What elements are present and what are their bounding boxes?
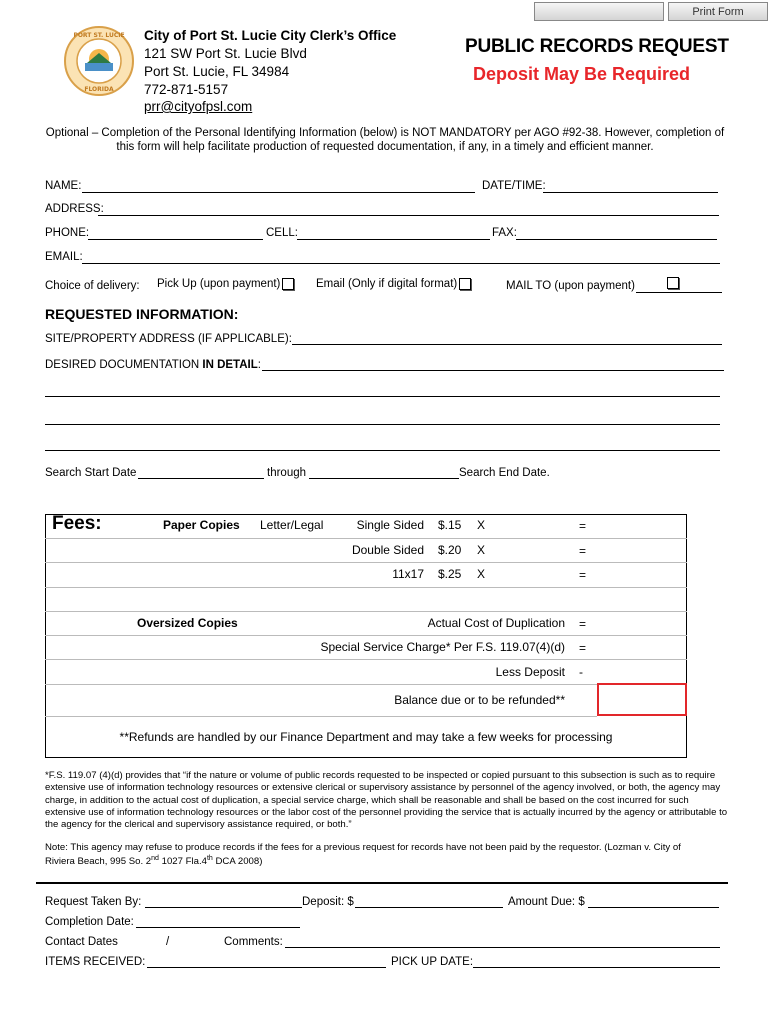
fee-row-divider xyxy=(45,611,687,612)
completion-date-label: Completion Date: xyxy=(45,916,134,928)
comments-label: Comments: xyxy=(224,936,283,948)
note-citation-1: Riviera Beach, 995 So. 2 xyxy=(45,856,152,868)
taken-by-label: Request Taken By: xyxy=(45,896,142,908)
fee-row-divider xyxy=(45,635,687,636)
desired-doc-field-2[interactable] xyxy=(45,396,720,397)
name-field[interactable] xyxy=(82,192,475,193)
fee-row-divider xyxy=(45,716,597,717)
delivery-label: Choice of delivery: xyxy=(45,280,140,292)
email-checkbox[interactable] xyxy=(459,278,471,290)
actual-cost-equals: = xyxy=(579,617,587,631)
delivery-email-option xyxy=(316,278,471,290)
phone-label: PHONE: xyxy=(45,227,90,239)
note-sup-1: nd xyxy=(151,855,159,862)
items-received-field[interactable] xyxy=(147,967,386,968)
pickup-checkbox[interactable] xyxy=(282,278,294,290)
address-field[interactable] xyxy=(98,215,719,216)
desired-doc-colon: : xyxy=(257,359,261,371)
notice-line-1: Optional – Completion of the Personal Identifying Information (below) is NOT MANDATORY per AGO #92-38. However, completion of xyxy=(45,127,725,139)
fees-heading: Fees: xyxy=(52,513,102,534)
cell-label: CELL: xyxy=(266,227,298,239)
office-use-divider xyxy=(36,882,728,884)
contact-dates-label: Contact Dates xyxy=(45,936,118,948)
special-charge-equals: = xyxy=(579,641,587,655)
notice-line-2: this form will help facilitate production of requested documentation, if any, in a timely and efficient manner. xyxy=(116,141,654,153)
fee-row-multiply: X xyxy=(477,543,486,557)
fee-row-divider xyxy=(45,587,687,588)
toolbar-blank-button[interactable] xyxy=(534,2,664,21)
fee-row-equals: = xyxy=(579,544,587,558)
office-address-1: 121 SW Port St. Lucie Blvd xyxy=(144,46,307,61)
requested-heading: REQUESTED INFORMATION: xyxy=(45,306,239,322)
pickup-date-label: PICK UP DATE: xyxy=(391,956,474,968)
fee-row-multiply: X xyxy=(477,518,486,532)
svg-text:FLORIDA: FLORIDA xyxy=(84,86,114,93)
desired-doc-field-3[interactable] xyxy=(45,424,720,425)
oversized-label: Oversized Copies xyxy=(137,616,238,630)
fee-row-label: Single Sided xyxy=(356,518,424,532)
search-end-label: Search End Date. xyxy=(459,467,550,479)
comments-field[interactable] xyxy=(285,947,720,948)
office-address-2: Port St. Lucie, FL 34984 xyxy=(144,64,290,79)
actual-cost-label: Actual Cost of Duplication xyxy=(427,616,565,630)
balance-amount-field[interactable] xyxy=(597,683,687,716)
note-line-1: Note: This agency may refuse to produce records if the fees for a previous request for records have not been paid by the requestor. (Lozman v. City of xyxy=(45,842,681,853)
note-citation-3: DCA 2008) xyxy=(212,856,263,868)
mail-checkbox[interactable] xyxy=(667,277,679,289)
fee-row-label: Double Sided xyxy=(351,543,424,557)
letter-legal-label: Letter/Legal xyxy=(260,518,324,532)
search-start-field[interactable] xyxy=(138,478,264,479)
fee-row-multiply: X xyxy=(477,567,486,581)
deposit-label: Deposit: $ xyxy=(302,896,354,908)
items-received-label: ITEMS RECEIVED: xyxy=(45,956,146,968)
note-sup-2: th xyxy=(206,855,213,862)
note-citation-2: 1027 Fla.4 xyxy=(158,856,207,868)
fax-field[interactable] xyxy=(516,239,717,240)
office-name: City of Port St. Lucie City Clerk’s Office xyxy=(144,28,397,43)
delivery-pickup-option xyxy=(157,278,294,290)
completion-date-field[interactable] xyxy=(136,927,300,928)
fee-row-divider xyxy=(45,659,687,660)
special-charge-label: Special Service Charge* Per F.S. 119.07(4)(d) xyxy=(320,640,565,654)
desired-doc-bold: IN DETAIL xyxy=(202,359,258,371)
search-end-field[interactable] xyxy=(309,478,459,479)
phone-field[interactable] xyxy=(88,239,263,240)
contact-dates-slash: / xyxy=(166,936,170,948)
fee-row-divider xyxy=(45,684,687,685)
email-option-label: Email (Only if digital format) xyxy=(316,278,458,291)
site-address-field[interactable] xyxy=(292,344,722,345)
site-address-label: SITE/PROPERTY ADDRESS (IF APPLICABLE): xyxy=(45,333,292,345)
mail-field[interactable] xyxy=(636,292,722,293)
search-start-label: Search Start Date xyxy=(45,467,137,479)
fee-row-equals: = xyxy=(579,519,587,533)
city-seal-logo xyxy=(63,25,135,97)
note-line-2 xyxy=(45,855,262,867)
deposit-field[interactable] xyxy=(355,907,503,908)
amount-due-label: Amount Due: $ xyxy=(508,896,585,908)
svg-text:PORT ST. LUCIE: PORT ST. LUCIE xyxy=(73,32,125,39)
fee-row-equals: = xyxy=(579,568,587,582)
refund-note: **Refunds are handled by our Finance Department and may take a few weeks for processing xyxy=(119,730,613,744)
fee-row-divider xyxy=(45,538,687,539)
office-email-link[interactable]: prr@cityofpsl.com xyxy=(144,99,253,114)
fee-row-price: $.25 xyxy=(438,567,462,581)
fee-row-price: $.15 xyxy=(438,518,462,532)
fee-row-price: $.20 xyxy=(438,543,462,557)
pickup-label: Pick Up (upon payment) xyxy=(157,278,281,291)
datetime-field[interactable] xyxy=(543,192,718,193)
cell-field[interactable] xyxy=(297,239,490,240)
amount-due-field[interactable] xyxy=(588,907,719,908)
address-label: ADDRESS: xyxy=(45,203,104,215)
statute-paragraph: *F.S. 119.07 (4)(d) provides that “if the nature or volume of public records requested to be inspected or copied pursuant to this subsection is such as to require extensive use of information technology resources or extensive clerical or supervisory assistance by personnel of the agency involved, or both, the agency may charge, in addition to the actual cost of duplication, a special service charge, which shall be reasonable and shall be based on the cost incurred for such extensive use of information technology resources or the labor cost of the personnel providing the service that is actually incurred by the agency or attributable to the agency for the clerical and supervisory assistance required, or both.” xyxy=(45,770,728,831)
office-phone: 772-871-5157 xyxy=(144,82,229,97)
desired-doc-label xyxy=(45,359,261,371)
print-form-button[interactable]: Print Form xyxy=(668,2,768,21)
email-label: EMAIL: xyxy=(45,251,83,263)
pickup-date-field[interactable] xyxy=(473,967,720,968)
email-field[interactable] xyxy=(82,263,720,264)
through-label: through xyxy=(267,467,307,479)
desired-doc-field-4[interactable] xyxy=(45,450,720,451)
paper-copies-label: Paper Copies xyxy=(163,518,240,532)
desired-doc-field-1[interactable] xyxy=(262,370,724,371)
desired-doc-text: DESIRED DOCUMENTATION xyxy=(45,359,203,371)
fax-label: FAX: xyxy=(492,227,517,239)
taken-by-field[interactable] xyxy=(145,907,302,908)
mail-label: MAIL TO (upon payment) xyxy=(506,280,635,292)
name-label: NAME: xyxy=(45,180,82,192)
fee-row-divider xyxy=(45,562,687,563)
less-deposit-sign: - xyxy=(579,665,583,679)
form-subtitle: Deposit May Be Required xyxy=(473,64,691,84)
less-deposit-label: Less Deposit xyxy=(495,665,565,679)
balance-label: Balance due or to be refunded** xyxy=(394,693,565,707)
form-title: PUBLIC RECORDS REQUEST xyxy=(465,36,729,57)
datetime-label: DATE/TIME: xyxy=(482,180,546,192)
fee-row-label: 11x17 xyxy=(392,567,424,581)
